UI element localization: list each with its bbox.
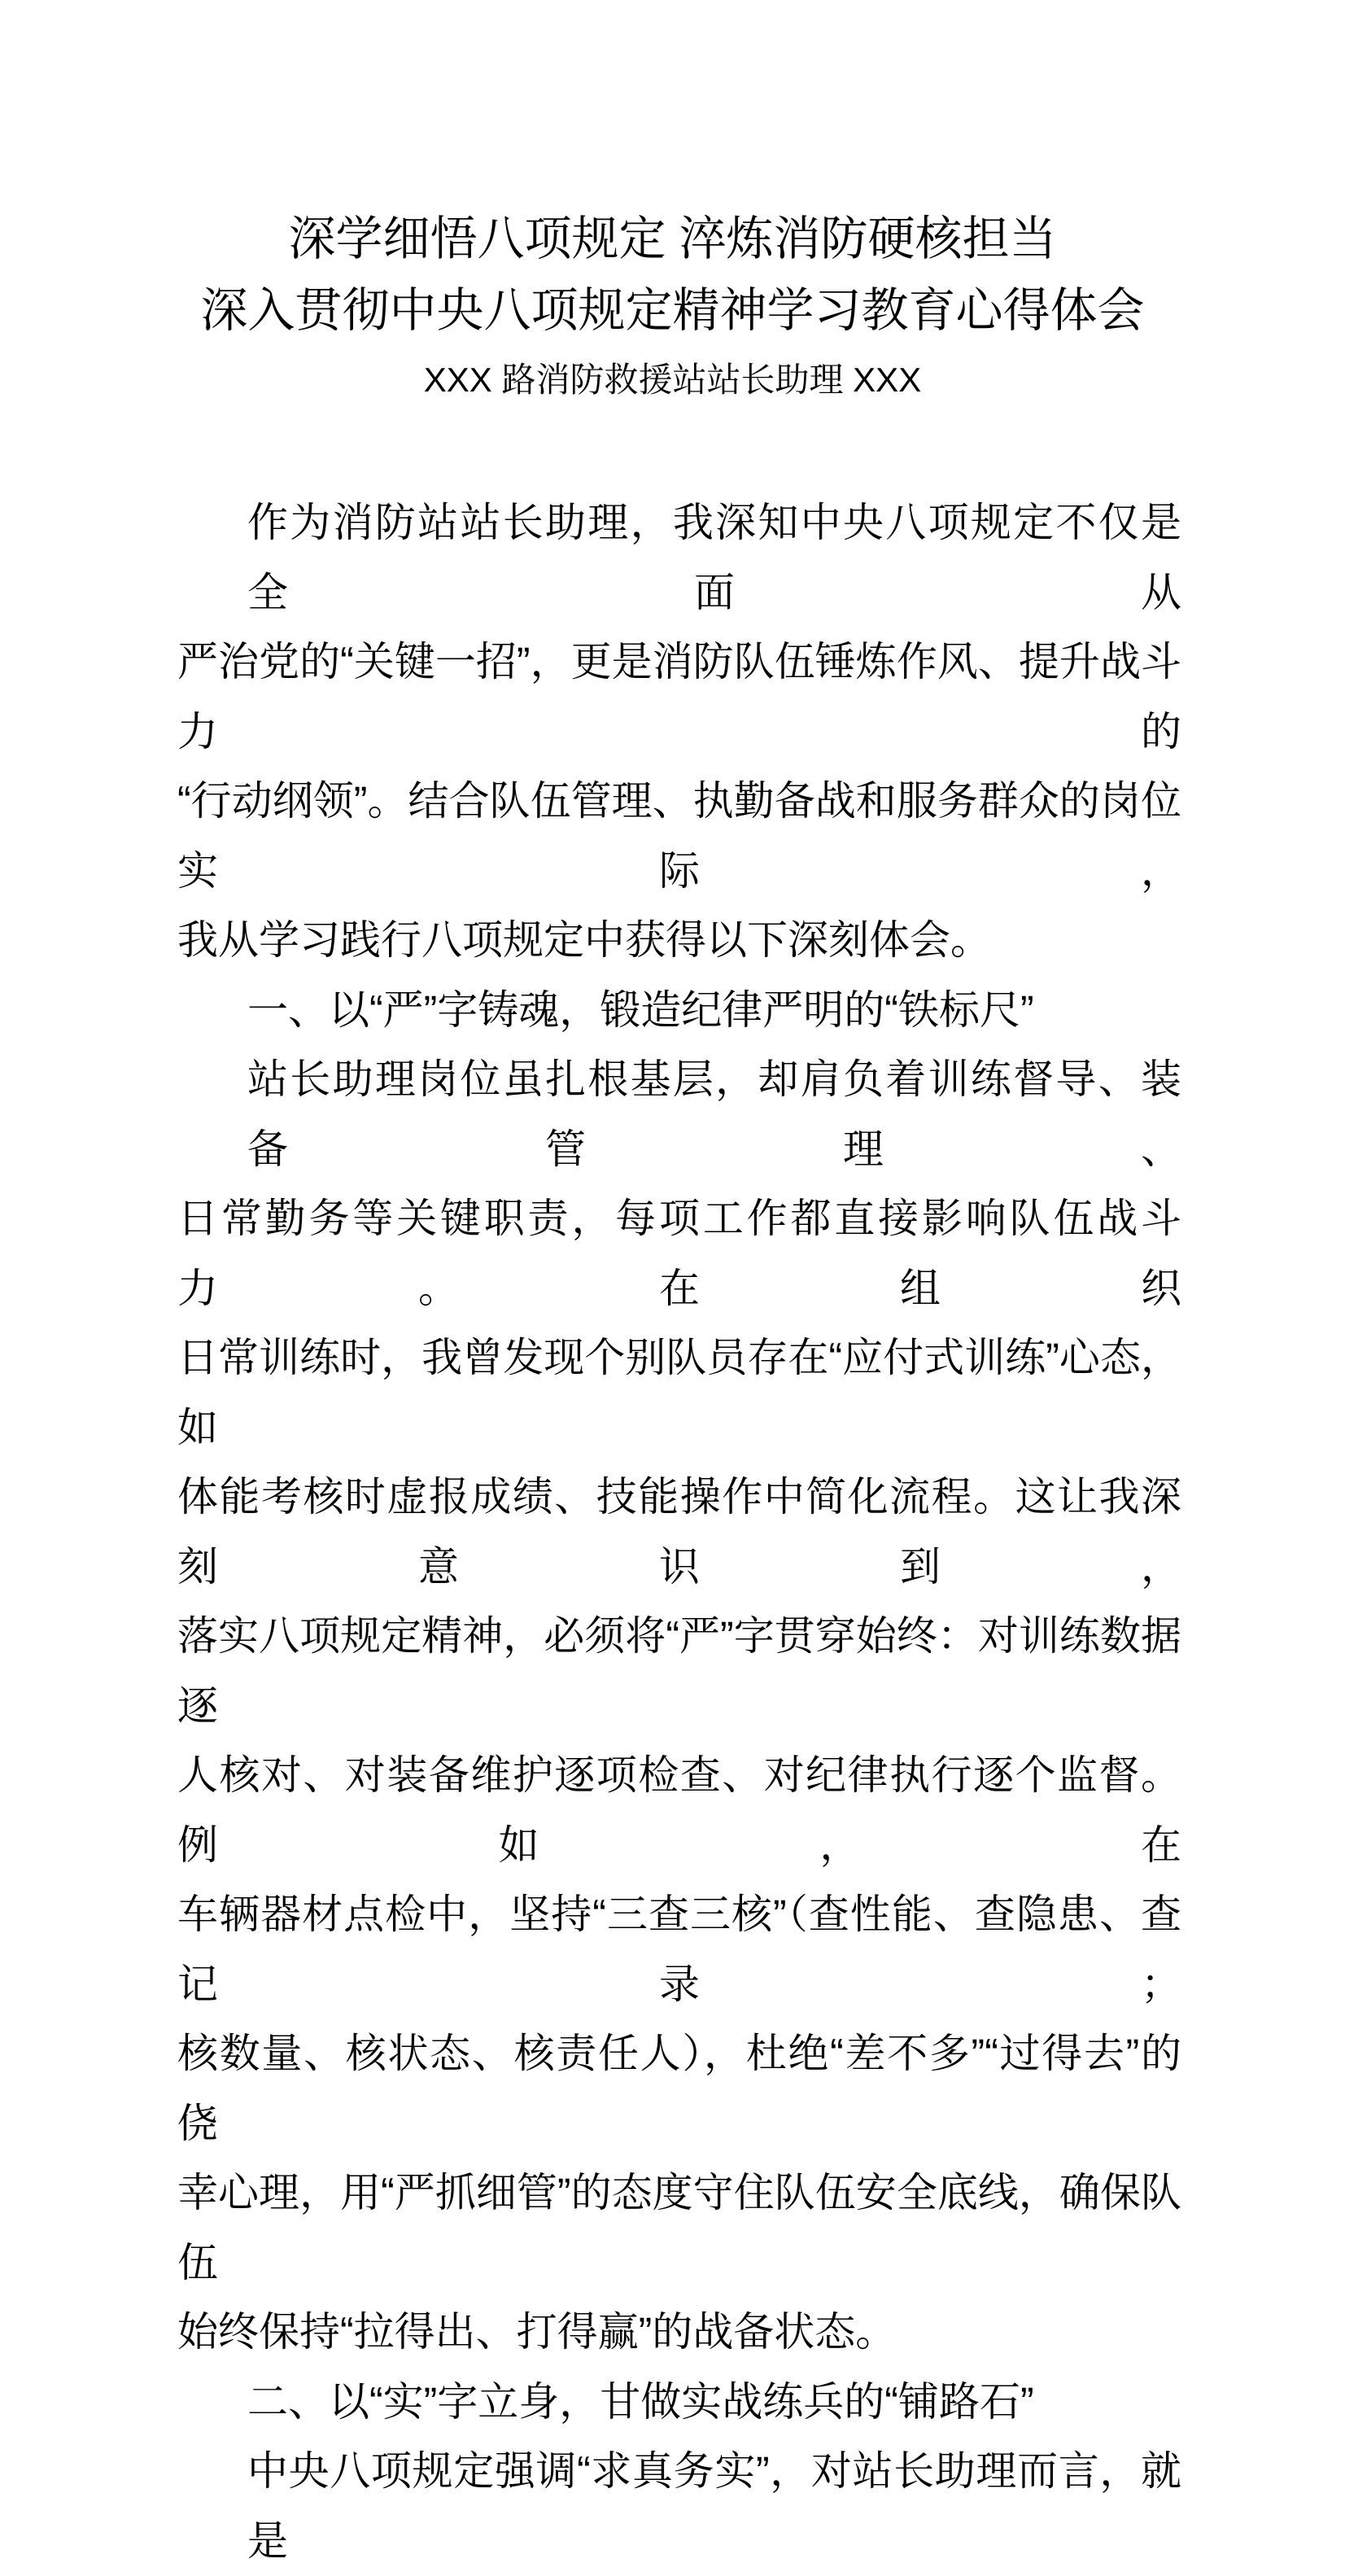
paragraph-line: 日常训练时，我曾发现个别队员存在“应付式训练”心态，如 xyxy=(177,1335,1181,1450)
paragraph-line: 中央八项规定强调“求真务实”，对站长助理而言，就是 xyxy=(247,2448,1181,2564)
paragraph-line: 幸心理，用“严抓细管”的态度守住队伍安全底线，确保队伍 xyxy=(177,2170,1181,2285)
document-body xyxy=(177,488,1181,2576)
paragraph-line: 严治党的“关键一招”，更是消防队伍锤炼作风、提升战斗力的 xyxy=(177,639,1181,754)
document-subtitle: 深入贯彻中央八项规定精神学习教育心得体会 xyxy=(200,284,1145,337)
paragraph-line: 人核对、对装备维护逐项检查、对纪律执行逐个监督。例如，在 xyxy=(177,1752,1181,1868)
paragraph-line: 我从学习践行八项规定中获得以下深刻体会。 xyxy=(177,917,991,963)
paragraph-line: 始终保持“拉得出、打得赢”的战备状态。 xyxy=(177,2309,897,2355)
paragraph-line: 日常勤务等关键职责，每项工作都直接影响队伍战斗力。在组织 xyxy=(177,1196,1181,1311)
document-author: XXX 路消防救援站站长助理 XXX xyxy=(423,361,922,399)
paragraph-line: 落实八项规定精神，必须将“严”字贯穿始终：对训练数据逐 xyxy=(177,1613,1181,1729)
paragraph-line: 站长助理岗位虽扎根基层，却肩负着训练督导、装备管理、 xyxy=(247,1056,1181,1172)
paragraph-line: 作为消防站站长助理，我深知中央八项规定不仅是全面从 xyxy=(247,500,1181,615)
section-heading-1: 一、以“严”字铸魂，锻造纪律严明的“铁标尺” xyxy=(247,986,1034,1033)
section-heading-2: 二、以“实”字立身，甘做实战练兵的“铺路石” xyxy=(247,2378,1034,2425)
document-title: 深学细悟八项规定 淬炼消防硬核担当 xyxy=(288,212,1057,265)
paragraph-line: 车辆器材点检中，坚持“三查三核”（查性能、查隐患、查记录； xyxy=(177,1892,1181,2007)
paragraph-line: “行动纲领”。结合队伍管理、执勤备战和服务群众的岗位实际， xyxy=(177,778,1181,894)
document-header xyxy=(0,0,1345,413)
paragraph-line: 核数量、核状态、核责任人），杜绝“差不多”“过得去”的侥 xyxy=(177,2031,1181,2146)
paragraph-line: 体能考核时虚报成绩、技能操作中简化流程。这让我深刻意识到， xyxy=(177,1474,1181,1590)
